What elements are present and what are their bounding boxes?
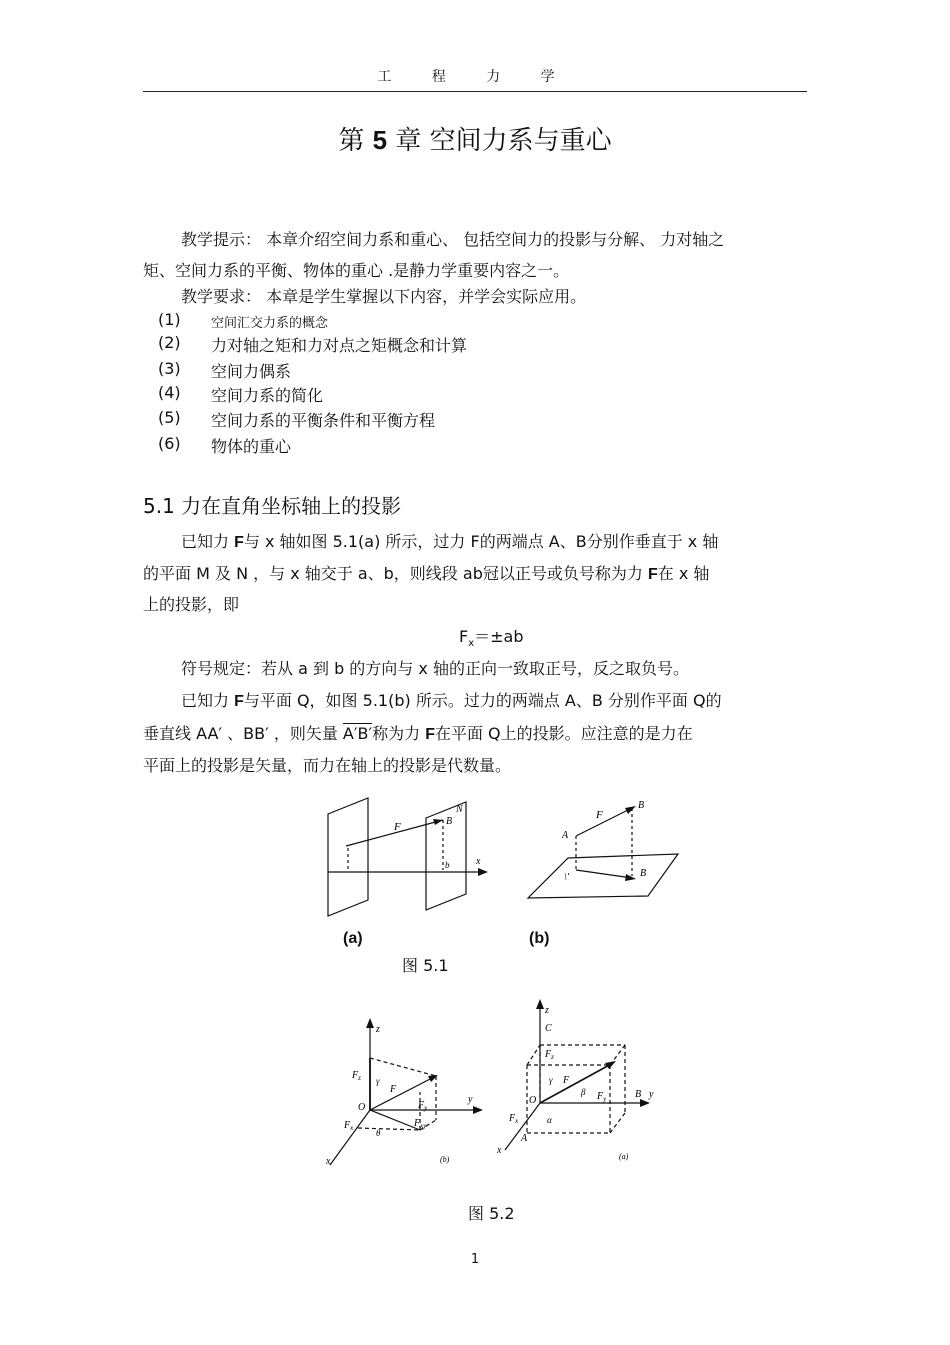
label-C: C <box>545 1023 552 1034</box>
list-item-number: (5) <box>158 408 181 427</box>
figure-5-2a <box>495 985 665 1175</box>
label-y: y <box>649 1089 654 1100</box>
label-B: B <box>446 816 453 827</box>
figure-5-1b <box>520 790 690 905</box>
running-header: 工 程 力 学 <box>377 69 573 85</box>
label-Fy: $F_y$ <box>597 1091 607 1103</box>
list-item-text: 空间力偶系 <box>211 362 292 381</box>
label-x: x <box>326 1156 331 1167</box>
subfigure-tag: (b) <box>440 1155 450 1164</box>
subfigure-tag: (a) <box>619 1152 629 1161</box>
para2-line2: 垂直线 AA′ 、BB′ ，则矢量 A′B′称为力 F在平面 Q上的投影。应注意的是力在 <box>143 724 693 743</box>
label-x: x <box>497 1145 502 1156</box>
teaching-requirements: 教学要求： 本章是学生掌握以下内容，并学会实际应用。 <box>181 287 587 306</box>
header-rule <box>143 91 807 92</box>
label-z: z <box>545 1005 549 1016</box>
figure-5-2b <box>318 1010 498 1175</box>
chapter-suffix: 章 空间力系与重心 <box>395 126 612 156</box>
label-theta: θ <box>376 1128 381 1138</box>
list-item-number: (6) <box>158 434 181 453</box>
label-b: b <box>445 860 450 870</box>
label-O: O <box>358 1102 366 1113</box>
label-N: N <box>456 804 463 815</box>
chapter-number: 5 <box>372 125 388 155</box>
label-beta: β <box>581 1087 586 1097</box>
list-item-number: (4) <box>158 383 181 402</box>
para1-line1: 已知力 F与 x 轴如图 5.1(a) 所示，过力 F的两端点 A、B分别作垂直于 x 轴 <box>181 532 719 551</box>
para2-line1: 已知力 F与平面 Q，如图 5.1(b) 所示。过力的两端点 A、B 分别作平面 Q的 <box>181 691 722 710</box>
label-B: B <box>635 1089 642 1100</box>
label-A: A <box>521 1133 528 1144</box>
label-F: F <box>596 809 603 821</box>
figure-5-1a-label: (a) <box>343 930 363 947</box>
list-item-text: 空间力系的简化 <box>211 386 324 405</box>
label-Fy: $F_y$ <box>418 1100 428 1112</box>
label-Fx: $F_x$ <box>344 1120 354 1132</box>
label-Fz: $F_z$ <box>545 1049 554 1061</box>
label-y: y <box>468 1094 473 1105</box>
list-item-number: (1) <box>158 310 181 329</box>
label-O: O <box>529 1095 537 1106</box>
label-gamma: γ <box>549 1075 553 1085</box>
label-gamma: γ <box>376 1076 380 1086</box>
list-item-number: (3) <box>158 359 181 378</box>
figure-5-1b-label: (b) <box>529 930 550 947</box>
list-item-text: 空间力系的平衡条件和平衡方程 <box>211 411 436 430</box>
list-item-text: 空间汇交力系的概念 <box>211 316 329 331</box>
projection-formula: $F_x=\pm ab$ <box>459 627 524 650</box>
label-alpha: α <box>547 1115 552 1125</box>
label-x: x <box>476 856 481 867</box>
list-item-number: (2) <box>158 333 181 352</box>
label-Fz: $F_z$ <box>352 1070 361 1082</box>
page-number: 1 <box>470 1252 480 1267</box>
para1-line3: 上的投影，即 <box>143 595 240 614</box>
chapter-title <box>0 120 950 157</box>
label-Fxy: $F_{xy}$ <box>414 1118 427 1130</box>
label-A-prime: \' <box>564 872 569 883</box>
section-heading: 5.1 力在直角坐标轴上的投影 <box>143 494 402 518</box>
label-z: z <box>376 1024 380 1035</box>
label-A: A <box>562 830 569 841</box>
para2-line3: 平面上的投影是矢量，而力在轴上的投影是代数量。 <box>143 756 512 775</box>
label-F: F <box>563 1075 570 1086</box>
teaching-tips-line2: 矩、空间力系的平衡、物体的重心 .是静力学重要内容之一。 <box>143 261 570 280</box>
figure-5-1-caption: 图 5.1 <box>402 956 449 975</box>
sign-rule: 符号规定：若从 a 到 b 的方向与 x 轴的正向一致取正号，反之取负号。 <box>181 659 689 678</box>
para1-line2: 的平面 M 及 N ，与 x 轴交于 a、b，则线段 ab冠以正号或负号称为力 F在 x 轴 <box>143 564 710 583</box>
figure-5-1a <box>318 790 498 920</box>
list-item-text: 力对轴之矩和力对点之矩概念和计算 <box>211 336 468 355</box>
list-item-text: 物体的重心 <box>211 437 292 456</box>
label-Fx: $F_x$ <box>509 1113 519 1125</box>
label-B-top: B <box>638 800 645 811</box>
chapter-prefix: 第 <box>338 126 365 156</box>
label-B-bottom: B <box>640 868 647 879</box>
label-F: F <box>390 1084 397 1095</box>
label-F: F <box>394 821 401 833</box>
figure-5-2-caption: 图 5.2 <box>468 1204 515 1223</box>
teaching-tips-line1: 教学提示： 本章介绍空间力系和重心、 包括空间力的投影与分解、 力对轴之 <box>181 230 725 249</box>
